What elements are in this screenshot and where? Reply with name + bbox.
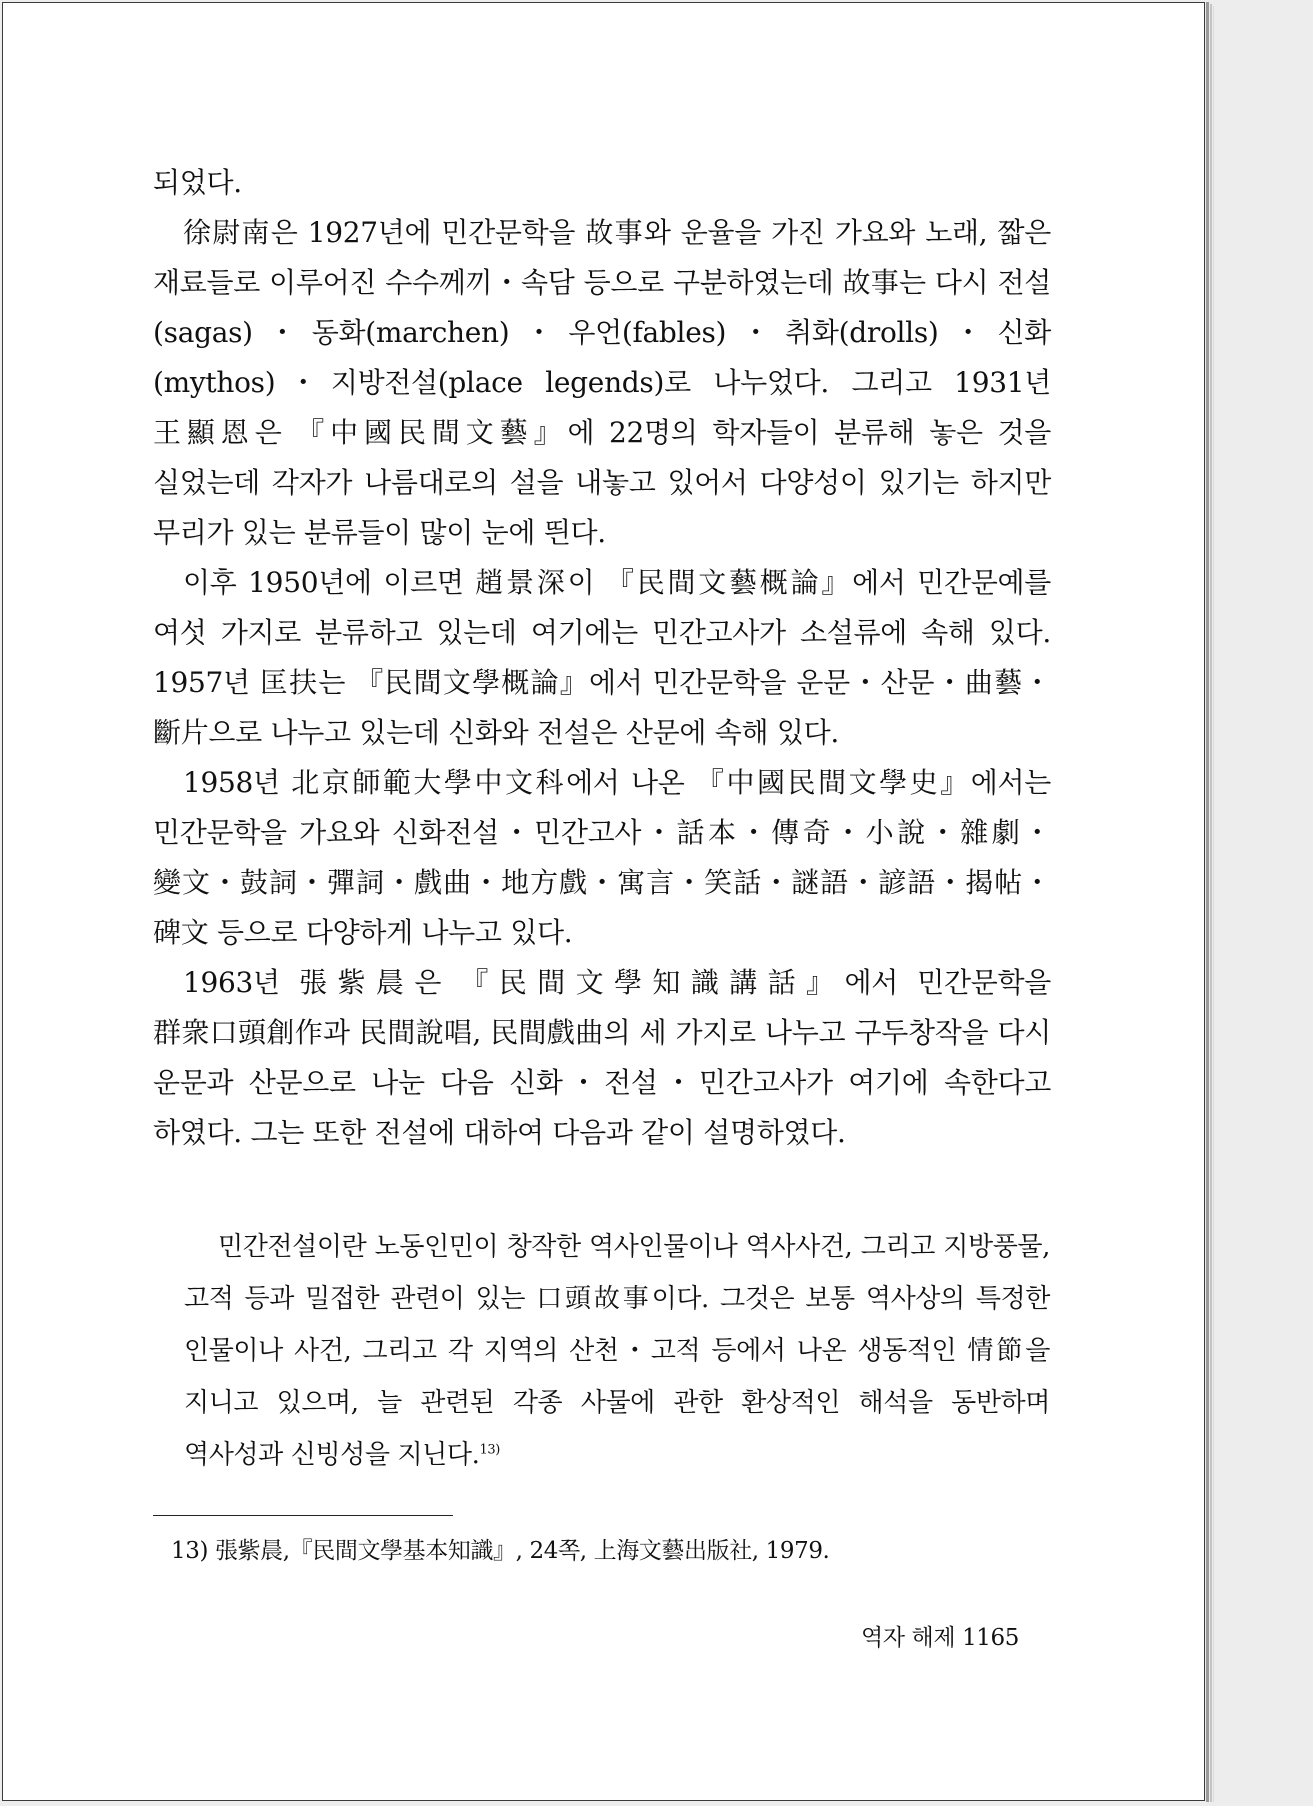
block-quote-text: 민간전설이란 노동인민이 창작한 역사인물이나 역사사건, 그리고 지방풍물, 고적 등과 밀접한 관련이 있는 口頭故事이다. 그것은 보통 역사상의 특정한 인물이나 사건, 그리고 각 지역의 산천・고적 등에서 나온 생동적인 情節을 지니고 있으며, 늘 관련된 각종 사물에 관한 환상적인 해석을 동반하며 역사성과 신빙성을 지닌다.	[184, 1232, 1050, 1470]
block-quote-paragraph	[184, 1221, 1050, 1481]
paragraph-classification-1950: 이후 1950년에 이르면 趙景深이 『民間文藝概論』에서 민간문예를 여섯 가지로 분류하고 있는데 여기에는 민간고사가 소설류에 속해 있다. 1957년 匡扶는 『民間文學概論』에서 민간문학을 운문・산문・曲藝・斷片으로 나누고 있는데 신화와 전설은 산문에 속해 있다.	[153, 566, 1051, 749]
block-quote	[184, 1221, 1050, 1481]
page-edge-shadow	[1213, 6, 1214, 1802]
footnote-divider	[153, 1515, 453, 1516]
footnote-reference: 13)	[479, 1442, 500, 1458]
running-footer-page-number: 역자 해제 1165	[860, 1625, 1019, 1651]
document-page	[2, 2, 1205, 1801]
body-text	[153, 158, 1051, 1158]
page-edge-shadow	[1206, 2, 1209, 1802]
page-edge-shadow	[1210, 4, 1212, 1802]
footnote: 13) 張紫晨,『民間文學基本知識』, 24쪽, 上海文藝出版社, 1979.	[171, 1538, 830, 1564]
paragraph-continuation: 되었다.	[153, 166, 242, 199]
paragraph-classification-1958: 1958년 北京師範大學中文科에서 나온 『中國民間文學史』에서는 민간문학을 가요와 신화전설・민간고사・話本・傳奇・小說・雜劇・變文・鼓詞・彈詞・戲曲・地方戲・寓言・笑話・謎語・諺語・揭帖・碑文 등으로 다양하게 나누고 있다.	[153, 766, 1051, 949]
paragraph-classification-1963: 1963년 張紫晨은 『民間文學知識講話』에서 민간문학을 群衆口頭創作과 民間說唱, 民間戲曲의 세 가지로 나누고 구두창작을 다시 운문과 산문으로 나눈 다음 신화・전설・민간고사가 여기에 속한다고 하였다. 그는 또한 전설에 대하여 다음과 같이 설명하였다.	[153, 966, 1051, 1149]
paragraph-classification-1927: 徐尉南은 1927년에 민간문학을 故事와 운율을 가진 가요와 노래, 짧은 재료들로 이루어진 수수께끼・속담 등으로 구분하였는데 故事는 다시 전설(sagas)・동화(marchen)・우언(fables)・취화(drolls)・신화(mythos)・지방전설(place legends)로 나누었다. 그리고 1931년 王顯恩은 『中國民間文藝』에 22명의 학자들이 분류해 놓은 것을 실었는데 각자가 나름대로의 설을 내놓고 있어서 다양성이 있기는 하지만 무리가 있는 분류들이 많이 눈에 띈다.	[153, 216, 1051, 549]
